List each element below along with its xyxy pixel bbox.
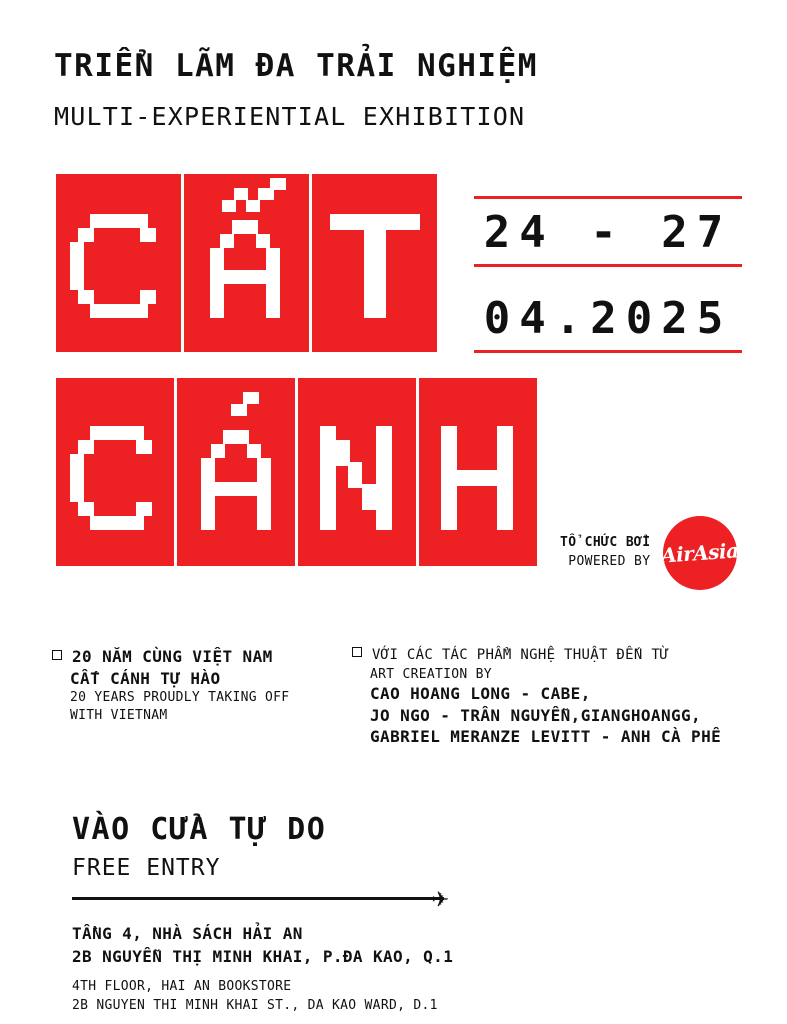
date-spacer — [474, 267, 742, 285]
pixel-glyph-a-circumflex-acute — [184, 174, 309, 352]
date-days: 24 - 27 — [483, 207, 733, 258]
airasia-logo — [660, 516, 739, 590]
glyph-tile-a2 — [177, 378, 295, 566]
pixel-glyph-c-2 — [56, 378, 174, 566]
powered-by-label-en: POWERED BY — [568, 554, 651, 569]
powered-by-block — [560, 516, 737, 590]
entry-block — [72, 812, 732, 914]
entry-title-en: FREE ENTRY — [72, 855, 221, 881]
address-block — [72, 922, 732, 1015]
info-left-sub-2: WITH VIETNAM — [70, 707, 168, 723]
bullet-square-icon-2 — [352, 647, 362, 657]
glyph-tile-c2 — [56, 378, 174, 566]
artist-line-3: GABRIEL MERANZE LEVITT - ANH CÀ PHÊ — [370, 727, 722, 747]
address-line-vi-1: TẦNG 4, NHÀ SÁCH HẢI AN — [72, 924, 303, 943]
glyph-tile-a1 — [184, 174, 309, 352]
date-rule-bottom — [474, 350, 742, 353]
date-block — [474, 196, 742, 353]
wordmark-line-2 — [56, 378, 537, 566]
artist-line-1: CAO HOANG LONG - CABE, — [370, 684, 591, 704]
date-month-year: 04.2025 — [483, 293, 733, 344]
glyph-tile-h — [419, 378, 537, 566]
powered-by-text — [560, 534, 651, 572]
pixel-glyph-t — [312, 174, 437, 352]
artist-line-2: JO NGO - TRÂN NGUYỄN,GIANGHOANGG, — [370, 705, 702, 725]
info-left-headline-1: 20 NĂM CÙNG VIỆT NAM — [72, 647, 273, 666]
address-line-en-1: 4TH FLOOR, HAI AN BOOKSTORE — [72, 979, 292, 995]
info-right-headline-row — [352, 646, 772, 666]
poster-header — [54, 48, 754, 131]
info-left-sub-1: 20 YEARS PROUDLY TAKING OFF — [70, 690, 290, 706]
glyph-tile-c1 — [56, 174, 181, 352]
address-line-vi-2: 2B NGUYỄN THỊ MINH KHAI, P.ĐA KAO, Q.1 — [72, 947, 454, 967]
glyph-tile-n — [298, 378, 416, 566]
info-left-headline-1-row — [52, 646, 342, 668]
bullet-square-icon — [52, 650, 62, 660]
page-title-en: MULTI-EXPERIENTIAL EXHIBITION — [54, 102, 526, 131]
address-line-en-2: 2B NGUYEN THI MINH KHAI ST., DA KAO WARD, D.1 — [72, 997, 438, 1013]
pixel-glyph-a-acute — [177, 378, 295, 566]
info-left-headline-2: CẤT CÁNH TỰ HÀO — [70, 668, 221, 688]
page-title-vi: TRIỂN LÃM ĐA TRẢI NGHIỆM — [54, 48, 538, 84]
wordmark-line-1 — [56, 174, 537, 352]
info-right-headline: VỚI CÁC TÁC PHẨM NGHỆ THUẬT ĐẾN TỪ — [372, 647, 669, 663]
info-column-left — [52, 646, 342, 724]
info-column-right — [352, 646, 772, 748]
airasia-logo-text: AirAsia — [660, 538, 739, 568]
pixel-glyph-h — [419, 378, 537, 566]
wordmark — [56, 174, 537, 566]
info-right-sub: ART CREATION BY — [370, 666, 492, 682]
pixel-glyph-n — [298, 378, 416, 566]
glyph-tile-t — [312, 174, 437, 352]
powered-by-label-vi: TỔ CHỨC BỞI — [560, 535, 651, 551]
arrow-line — [72, 897, 444, 900]
entry-title-vi: VÀO CỬA TỰ DO — [72, 812, 327, 847]
airplane-icon: ✈ — [432, 881, 449, 914]
arrow-divider — [72, 881, 732, 914]
pixel-glyph-c — [56, 174, 181, 352]
